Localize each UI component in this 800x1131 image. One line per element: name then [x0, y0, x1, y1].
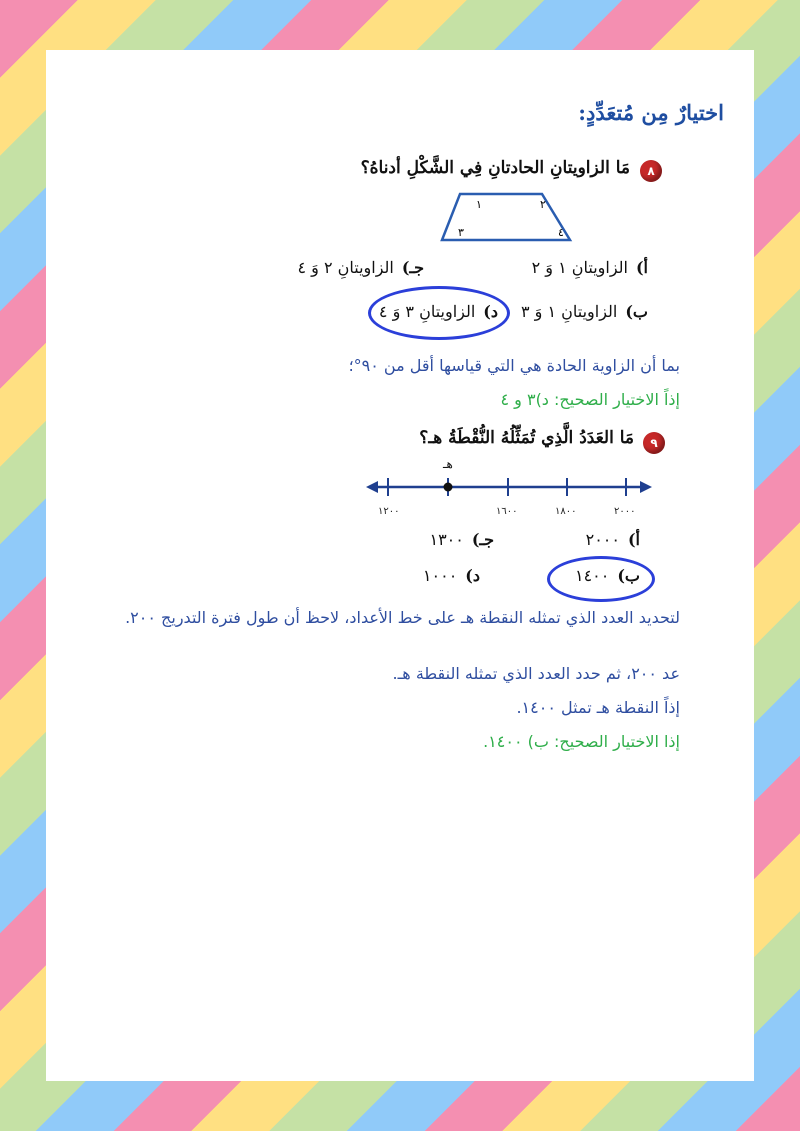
q9-option-c[interactable]: [429, 530, 494, 549]
left-arrow-icon: [366, 481, 378, 493]
angle-label-1: ١: [476, 198, 482, 211]
question-9-badge: ٩: [643, 432, 665, 454]
q9-option-a-text: ٢٠٠٠: [585, 530, 620, 549]
q8-answer-circle: [368, 286, 510, 340]
right-arrow-icon: [640, 481, 652, 493]
q8-option-c[interactable]: [297, 258, 424, 277]
q9-option-b-text: ١٤٠٠: [574, 566, 610, 585]
question-8-badge: ٨: [640, 160, 662, 182]
point-he: [444, 483, 453, 492]
angle-label-2: ٢: [540, 198, 546, 211]
q9-option-a[interactable]: [586, 530, 640, 549]
q9-explanation-2: عد ٢٠٠، ثم حدد العدد الذي تمثله النقطة هـ.: [392, 664, 680, 683]
question-8-text: مَا الزاويتانِ الحادتانِ فِي الشَّكْلِ أدناهُ؟: [360, 158, 630, 178]
q8-option-d-text: الزاويتانِ ٣ وَ ٤: [378, 302, 476, 321]
q9-explanation-1: لتحديد العدد الذي تمثله النقطة هـ على خط الأعداد، لاحظ أن طول فترة التدريج ٢٠٠.: [125, 608, 680, 627]
tick-label-1600: ١٦٠٠: [496, 506, 518, 517]
tick-label-1200: ١٢٠٠: [378, 506, 400, 517]
q8-answer: إذاً الاختيار الصحيح: د)٣ و ٤: [500, 390, 680, 409]
tick-label-2000: ٢٠٠٠: [614, 506, 636, 517]
q8-option-d-letter: د): [483, 302, 498, 321]
q8-option-b-text: الزاويتانِ ١ وَ ٣: [520, 302, 618, 321]
angle-label-4: ٤: [558, 226, 564, 239]
q8-option-c-letter: جـ): [401, 258, 424, 277]
q9-option-d[interactable]: [423, 566, 480, 585]
q8-explanation: بما أن الزاوية الحادة هي التي قياسها أقل من ٩٠°؛: [348, 356, 680, 375]
q8-option-a-letter: أ): [635, 258, 648, 277]
number-line: [360, 456, 660, 520]
q8-option-c-text: الزاويتانِ ٢ وَ ٤: [297, 258, 394, 277]
q8-option-a[interactable]: [532, 258, 648, 277]
q8-option-b-letter: ب): [625, 302, 648, 321]
q9-answer-circle: [547, 556, 655, 602]
q9-option-d-text: ١٠٠٠: [422, 566, 458, 585]
question-9-text: مَا العَدَدُ الَّذِي تُمَثِّلُهُ النُّقْطَةُ هـ؟: [419, 428, 634, 448]
point-he-label: هـ: [443, 457, 453, 471]
angle-label-3: ٣: [458, 226, 464, 239]
q9-option-d-letter: د): [465, 566, 480, 585]
q8-option-b[interactable]: [521, 302, 648, 321]
tick-label-1800: ١٨٠٠: [555, 506, 577, 517]
q9-option-a-letter: أ): [627, 530, 640, 549]
trapezoid-figure: [436, 190, 576, 246]
q8-option-a-text: الزاويتانِ ١ وَ ٢: [531, 258, 628, 277]
q9-explanation-3: إذاً النقطة هـ تمثل ١٤٠٠.: [516, 698, 680, 717]
section-heading: اختيارٌ مِن مُتعَدِّدٍ:: [578, 100, 724, 125]
q9-option-b-letter: ب): [617, 566, 640, 585]
q9-option-c-letter: جـ): [471, 530, 494, 549]
worksheet-page: [46, 50, 754, 1081]
q9-option-c-text: ١٣٠٠: [429, 530, 464, 549]
q9-answer: إذا الاختيار الصحيح: ب) ١٤٠٠.: [483, 732, 680, 751]
